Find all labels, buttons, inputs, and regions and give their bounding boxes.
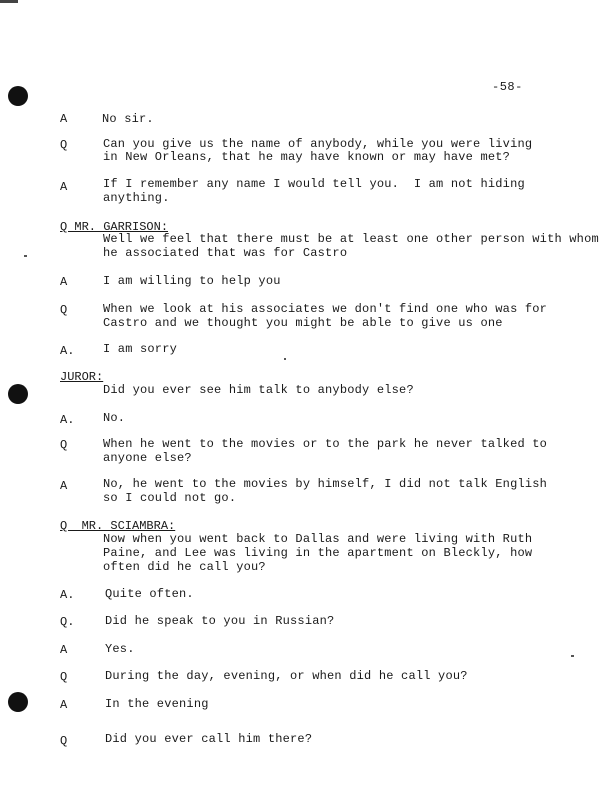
transcript-line: in New Orleans, that he may have known or may have met? [103,150,511,164]
transcript-line: Now when you went back to Dallas and were living with Ruth [103,532,533,546]
speaker-label: A. [60,413,75,427]
speaker-label: A [60,112,68,126]
speaker-label: Q [60,734,68,748]
speaker-label: A. [60,588,75,602]
speaker-label: A [60,275,68,289]
transcript-line: When he went to the movies or to the park he never talked to [103,437,548,451]
transcript-line: Did you ever call him there? [105,732,313,746]
speaker-label: A [60,479,68,493]
transcript-line: Quite often. [105,587,194,601]
speaker-label: A. [60,344,75,358]
speaker-label: Q [60,438,68,452]
transcript-line: In the evening [105,697,209,711]
transcript-line: he associated that was for Castro [103,246,348,260]
speaker-label: A [60,643,68,657]
scan-speck [284,358,286,360]
transcript-line: No. [103,411,126,425]
speaker-label: Q [60,303,68,317]
binder-hole-bottom [8,692,28,712]
section-heading: Q MR. GARRISON: [60,220,169,234]
corner-scan-mark [0,0,18,3]
transcript-line: No sir. [102,112,154,126]
transcript-line: Well we feel that there must be at least one other person with whom [103,232,599,246]
transcript-line: If I remember any name I would tell you. I am not hiding [103,177,525,191]
transcript-line: Did he speak to you in Russian? [105,614,335,628]
speaker-label: Q [60,138,68,152]
transcript-line: During the day, evening, or when did he call you? [105,669,468,683]
speaker-label: Q [60,670,68,684]
transcript-line: often did he call you? [103,560,266,574]
section-heading: Q MR. SCIAMBRA: [60,519,176,533]
speaker-label: A [60,180,68,194]
binder-hole-top [8,86,28,106]
transcript-line: anyone else? [103,451,192,465]
transcript-line: I am sorry [103,342,178,356]
transcript-line: Yes. [105,642,135,656]
transcript-line: anything. [103,191,170,205]
transcript-line: so I could not go. [103,491,237,505]
section-heading: JUROR: [60,370,104,384]
transcript-line: Castro and we thought you might be able to give us one [103,316,503,330]
speaker-label: Q. [60,615,75,629]
transcript-line: Can you give us the name of anybody, while you were living [103,137,533,151]
transcript-line: Paine, and Lee was living in the apartment on Bleckly, how [103,546,533,560]
speaker-label: A [60,698,68,712]
binder-hole-middle [8,384,28,404]
page-number: -58- [492,80,523,94]
transcript-line: No, he went to the movies by himself, I did not talk English [103,477,548,491]
transcript-line: When we look at his associates we don't find one who was for [103,302,548,316]
scan-speck [571,655,574,657]
transcript-line: Did you ever see him talk to anybody else? [103,383,414,397]
transcript-line: I am willing to help you [103,274,281,288]
scan-speck [24,255,27,257]
